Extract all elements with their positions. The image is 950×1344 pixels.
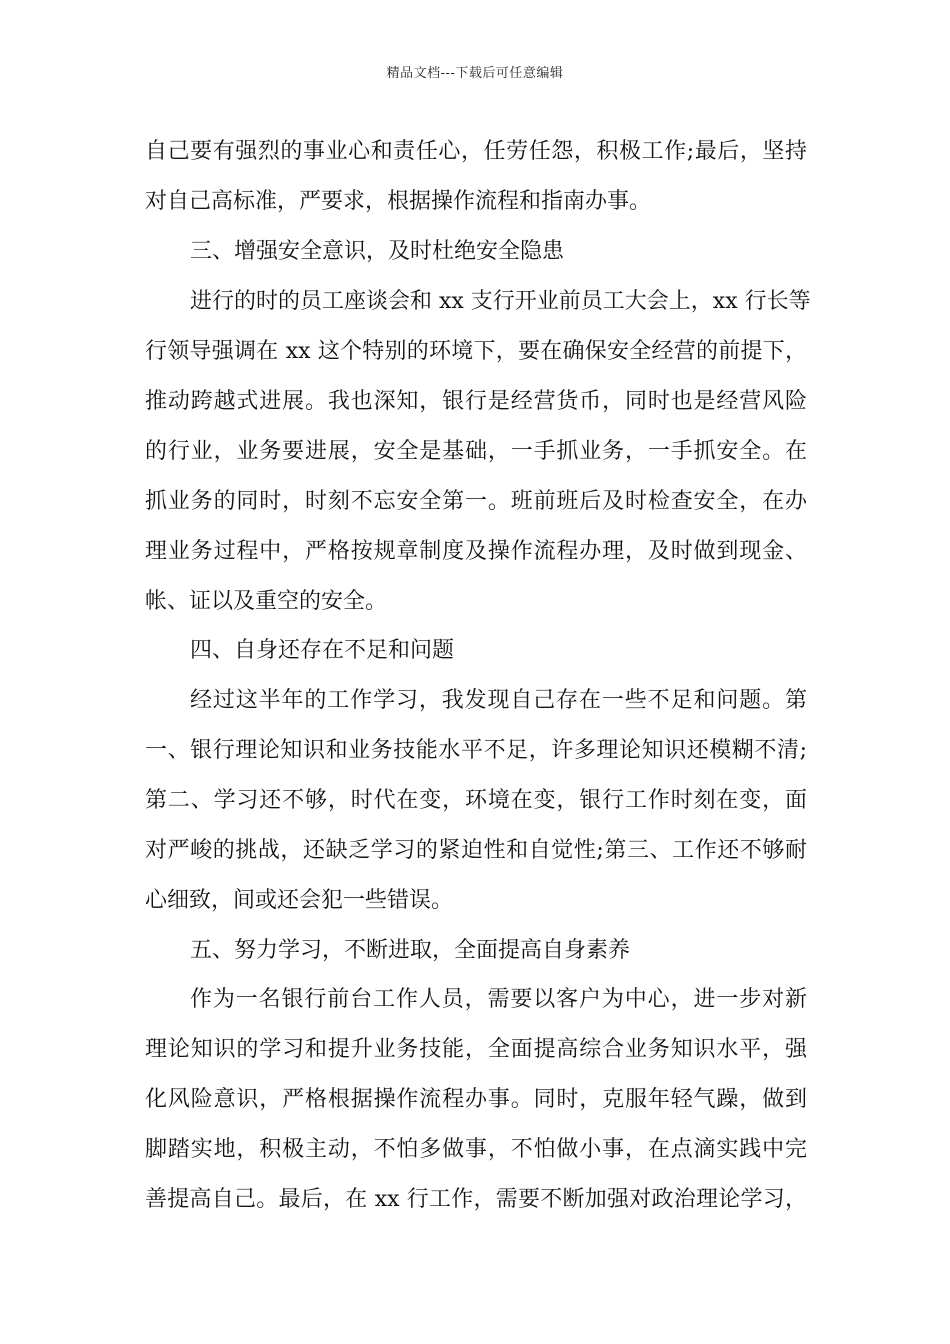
body-line: 帐、证以及重空的安全。 (145, 589, 388, 614)
body-line: 自己要有强烈的事业心和责任心，任劳任怨，积极工作;最后，坚持 (145, 139, 807, 164)
body-line: 化风险意识，严格根据操作流程办事。同时，克服年轻气躁，做到 (145, 1087, 807, 1112)
body-line: 推动跨越式进展。我也深知，银行是经营货币，同时也是经营风险 (145, 389, 807, 414)
body-line: 一、银行理论知识和业务技能水平不足，许多理论知识还模糊不清; (145, 738, 807, 763)
body-line: 第二、学习还不够，时代在变，环境在变，银行工作时刻在变，面 (145, 788, 807, 813)
body-line: 作为一名银行前台工作人员，需要以客户为中心，进一步对新 (190, 987, 807, 1012)
body-line: 理业务过程中，严格按规章制度及操作流程办理，及时做到现金、 (145, 539, 807, 564)
section-heading: 五、努力学习，不断进取，全面提高自身素养 (190, 938, 631, 963)
body-line: 进行的时的员工座谈会和 xx 支行开业前员工大会上，xx 行长等 (190, 289, 811, 314)
body-line: 经过这半年的工作学习，我发现自己存在一些不足和问题。第 (190, 688, 807, 713)
page-header: 精品文档---下载后可任意编辑 (386, 66, 564, 81)
section-heading: 四、自身还存在不足和问题 (190, 638, 455, 663)
body-line: 抓业务的同时，时刻不忘安全第一。班前班后及时检查安全，在办 (145, 489, 807, 514)
body-line: 行领导强调在 xx 这个特别的环境下，要在确保安全经营的前提下， (145, 339, 807, 364)
body-line: 对严峻的挑战，还缺乏学习的紧迫性和自觉性;第三、工作还不够耐 (145, 838, 807, 863)
body-line: 对自己高标准，严要求，根据操作流程和指南办事。 (145, 189, 652, 214)
body-line: 心细致，间或还会犯一些错误。 (145, 888, 454, 913)
body-line: 脚踏实地，积极主动，不怕多做事，不怕做小事，在点滴实践中完 (145, 1137, 807, 1162)
body-line: 的行业，业务要进展，安全是基础，一手抓业务，一手抓安全。在 (145, 439, 807, 464)
body-line: 善提高自己。最后，在 xx 行工作，需要不断加强对政治理论学习， (145, 1187, 807, 1212)
section-heading: 三、增强安全意识，及时杜绝安全隐患 (190, 239, 565, 264)
body-line: 理论知识的学习和提升业务技能，全面提高综合业务知识水平，强 (145, 1037, 807, 1062)
